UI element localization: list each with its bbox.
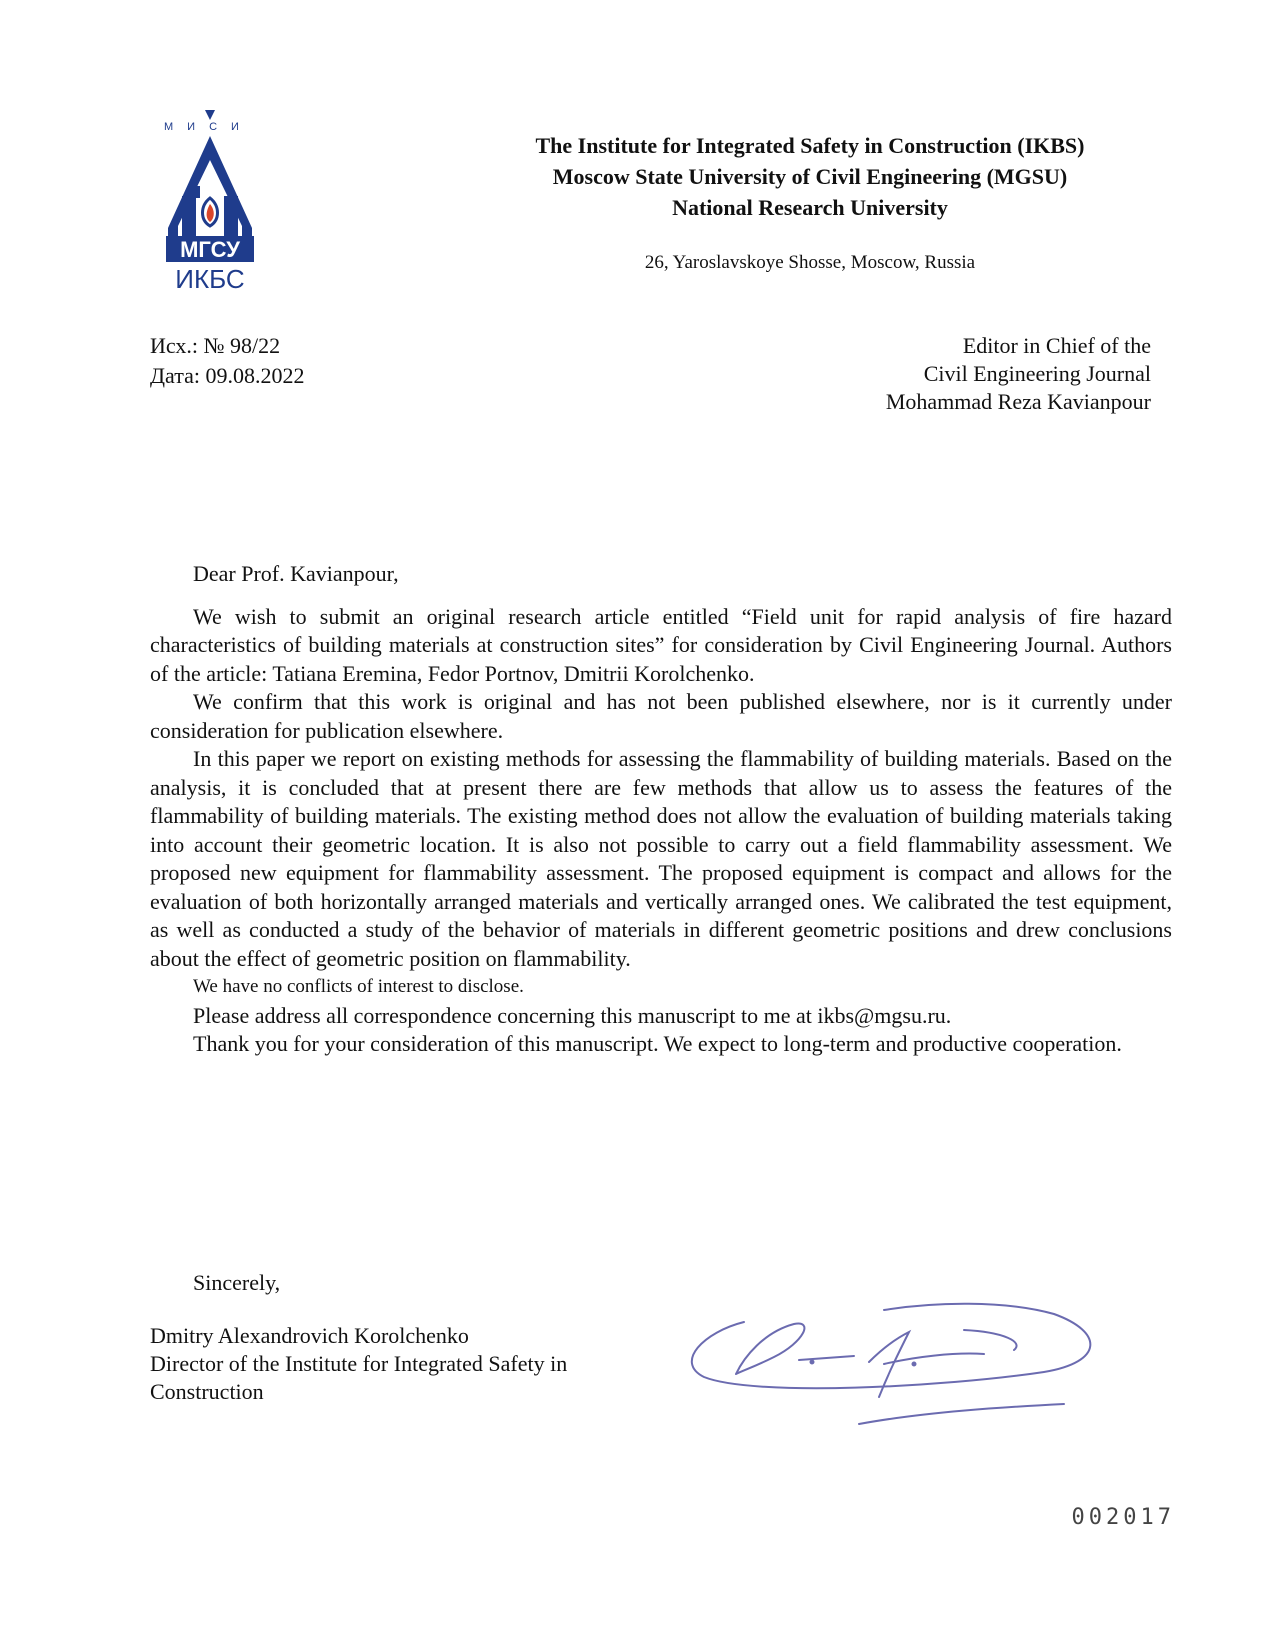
- signatory-title-line2: Construction: [150, 1379, 264, 1404]
- signatory-name: Dmitry Alexandrovich Korolchenko: [150, 1323, 469, 1348]
- greeting: Dear Prof. Kavianpour,: [193, 561, 399, 586]
- letter-body: [150, 560, 1172, 1059]
- letter-date: Дата: 09.08.2022: [150, 363, 305, 388]
- logo-triangle-icon: [205, 110, 215, 120]
- university-status: National Research University: [672, 195, 948, 220]
- institute-address: 26, Yaroslavskoye Shosse, Moscow, Russia: [644, 252, 976, 273]
- paragraph-submission: We wish to submit an original research article entitled “Field unit for rapid analysis of fire hazard characteristics of building materials at construction sites” for consideration by Civil Engineering Journal. Authors of the article: Tatiana Eremina, Fedor Portnov, Dmitrii Korolchenko.: [150, 603, 1172, 686]
- mgsu-ikbs-logo: [160, 108, 270, 308]
- logo-flame-icon: [207, 204, 214, 222]
- paragraph-correspondence: Please address all correspondence concerning this manuscript to me at ikbs@mgsu.ru.: [193, 1002, 952, 1028]
- recipient-journal: Civil Engineering Journal: [923, 361, 1151, 386]
- closing-sincerely: Sincerely,: [193, 1270, 281, 1295]
- paragraph-thanks: Thank you for your consideration of this manuscript. We expect to long-term and productive cooperation.: [193, 1031, 1122, 1056]
- handwritten-signature-icon: [684, 1302, 1104, 1432]
- signatory-title-line1: Director of the Institute for Integrated Safety in: [150, 1351, 568, 1376]
- logo-bottom-text: ИКБС: [175, 264, 245, 294]
- paragraph-conflicts: We have no conflicts of interest to disclose.: [193, 976, 524, 997]
- logo-middle-text: МГСУ: [180, 237, 240, 262]
- paragraph-summary: In this paper we report on existing methods for assessing the flammability of building materials. Based on the analysis, it is concluded that at present there are few methods that allow us to assess the features of the flammability of building materials. The existing method does not allow the evaluation of building materials taking into account their geometric location. It is also not possible to carry out a field flammability assessment. We proposed new equipment for flammability assessment. The proposed equipment is compact and allows for the evaluation of both horizontally arranged materials and vertically arranged ones. We calibrated the test equipment, as well as conducted a study of the behavior of materials in different geometric positions and drew conclusions about the effect of geometric position on flammability.: [150, 746, 1172, 971]
- logo-top-text: МИСИ: [164, 121, 253, 133]
- university-name: Moscow State University of Civil Engineering (MGSU): [552, 164, 1068, 189]
- paragraph-originality: We confirm that this work is original and has not been published elsewhere, nor is it currently under consideration for publication elsewhere.: [150, 689, 1172, 743]
- institute-name: The Institute for Integrated Safety in Construction (IKBS): [535, 133, 1085, 158]
- document-number: 002017: [1071, 1505, 1175, 1530]
- outgoing-ref: Исх.: № 98/22: [150, 333, 281, 358]
- recipient-role: Editor in Chief of the: [962, 333, 1151, 358]
- recipient-name: Mohammad Reza Kavianpour: [885, 389, 1151, 414]
